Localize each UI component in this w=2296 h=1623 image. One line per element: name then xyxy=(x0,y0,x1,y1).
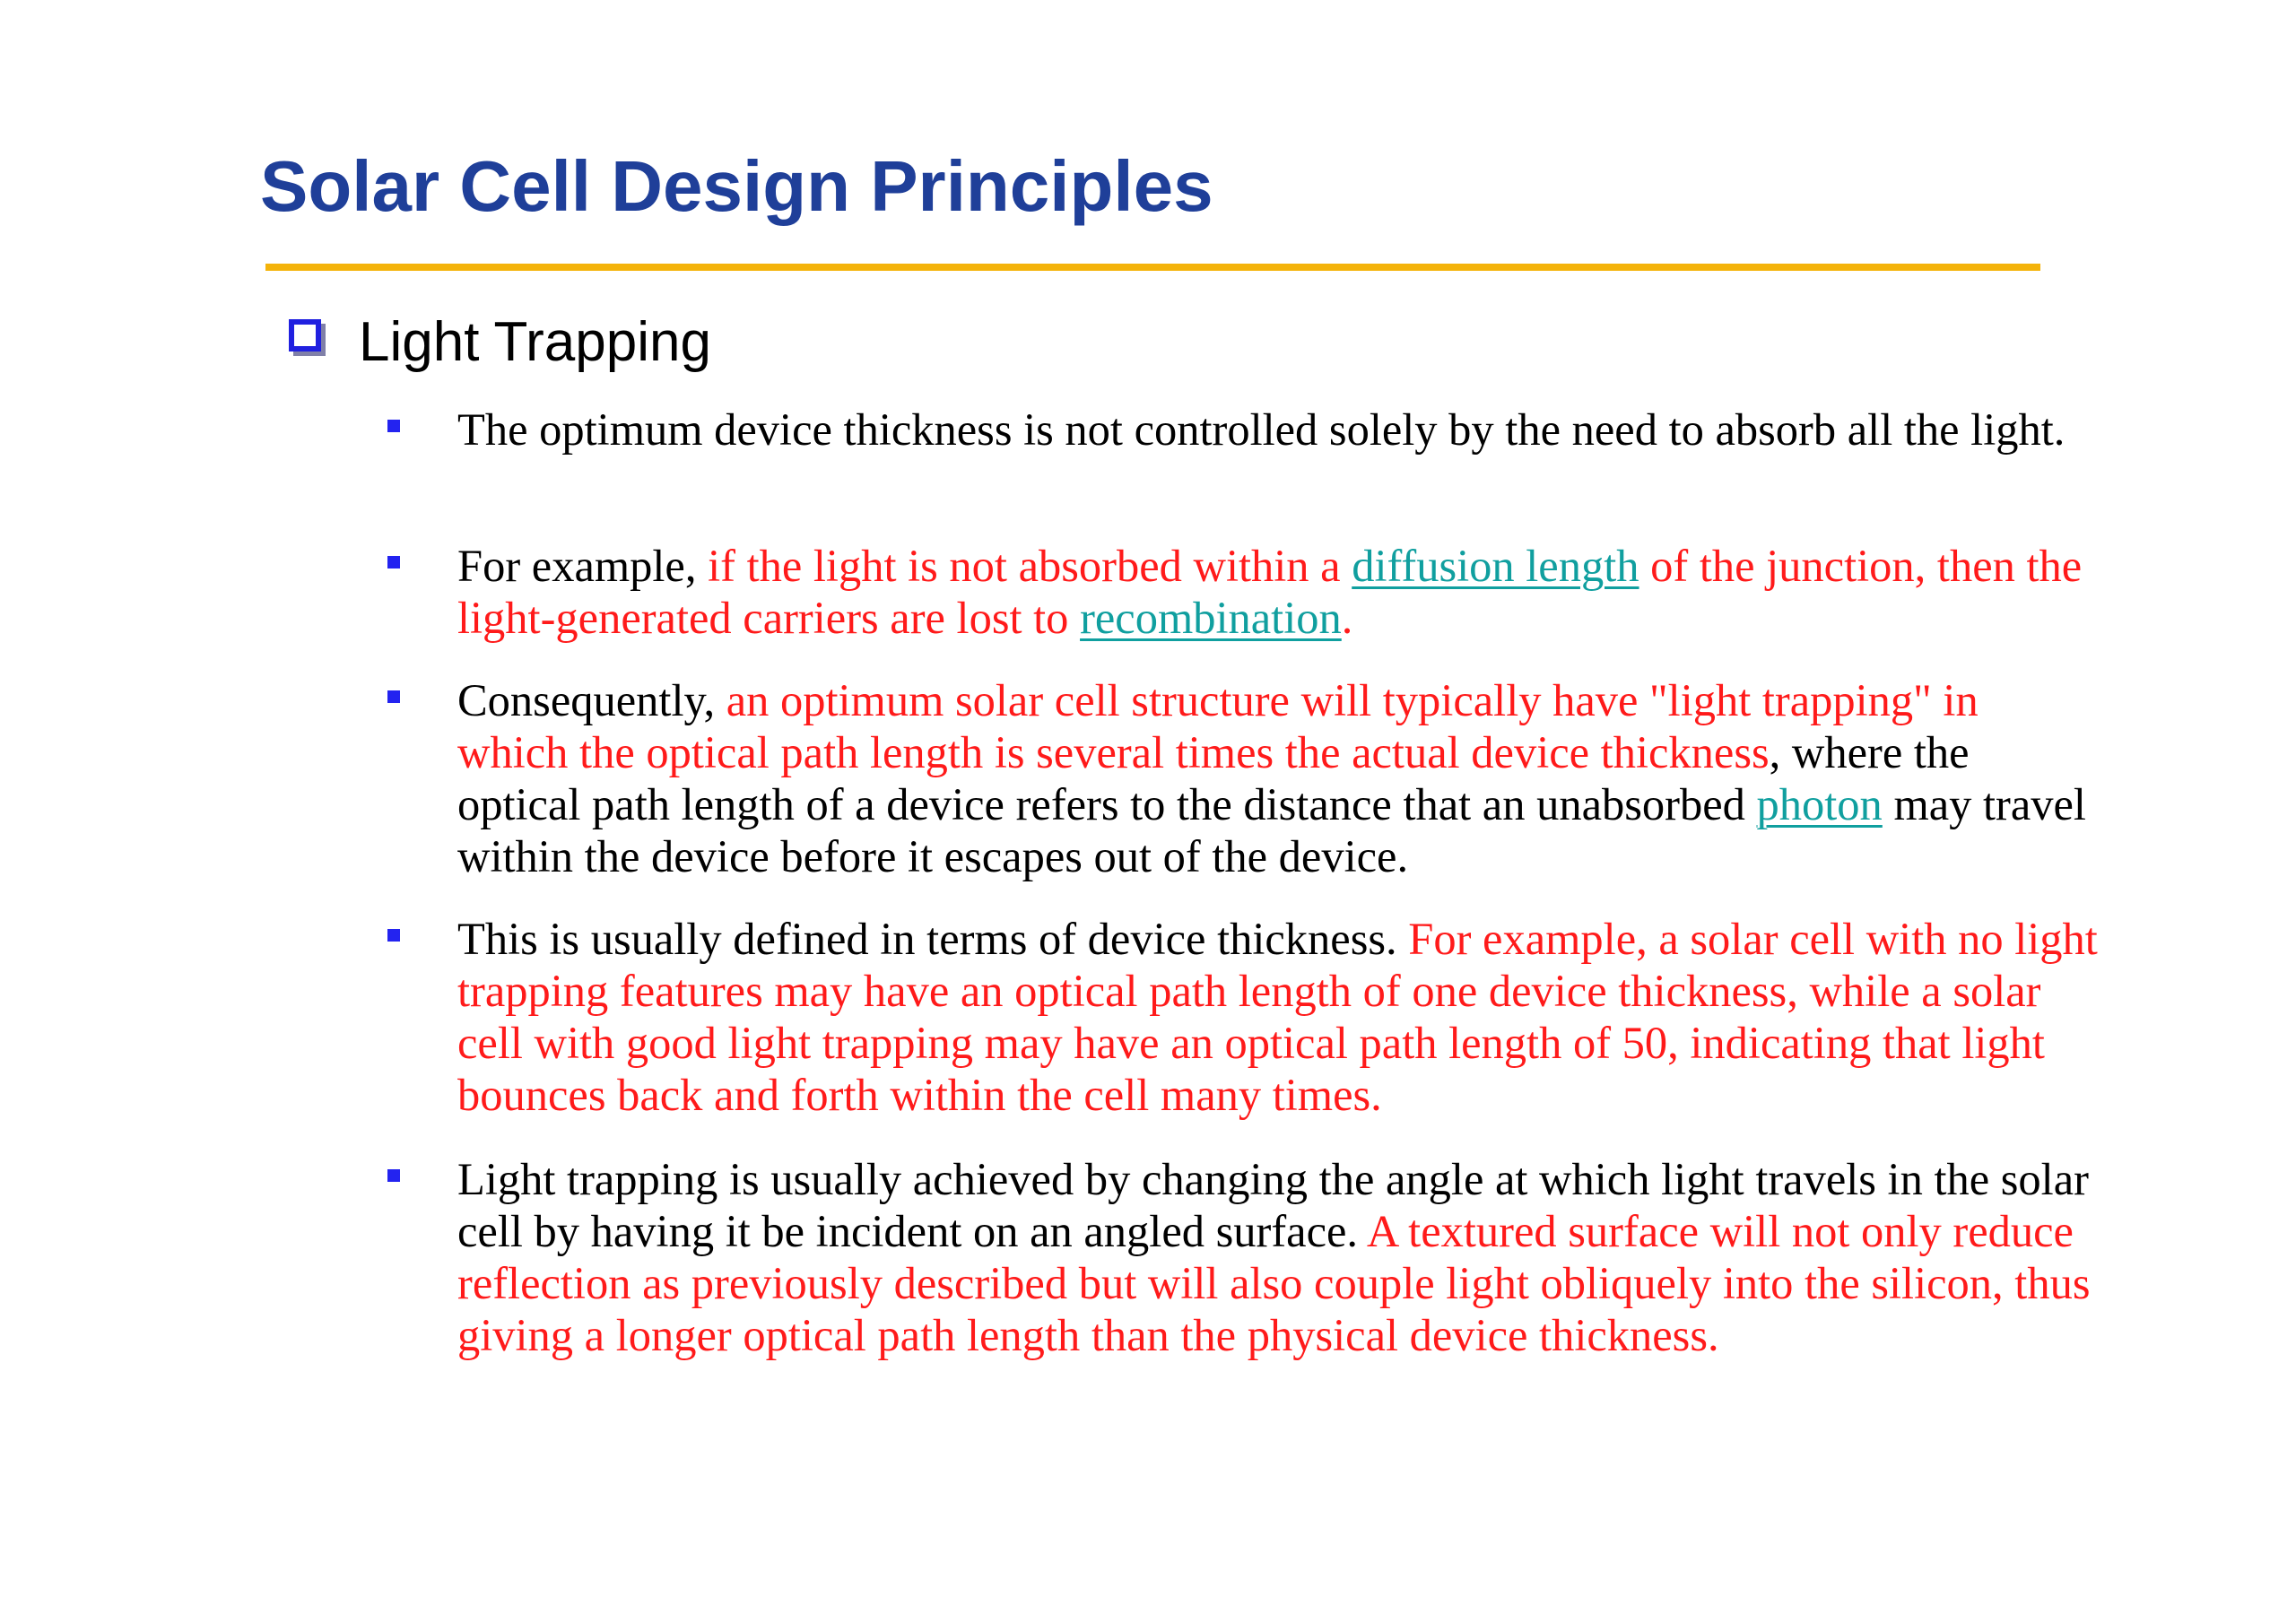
bullet-text-plain: may travel within the device before it escapes out of the device. xyxy=(457,779,2086,881)
section-heading: Light Trapping xyxy=(359,311,711,373)
bullet-text-plain: The optimum device thickness is not controlled solely by the need to absorb all the light. xyxy=(457,404,2066,455)
bullet-icon xyxy=(387,929,400,942)
bullet-text-plain: This is usually defined in terms of device thickness. xyxy=(457,914,1409,964)
checkbox-square-icon xyxy=(289,319,321,352)
photon-link[interactable]: photon xyxy=(1756,779,1883,829)
bullet-text-plain: For example, xyxy=(457,541,709,591)
bullet-text-2 xyxy=(457,540,2099,644)
bullet-icon xyxy=(387,690,400,703)
slide-title: Solar Cell Design Principles xyxy=(260,146,1213,226)
bullet-text-plain: Light trapping is usually achieved by changing the angle at which light travels in the solar cell by having it be incident on an angled surface. xyxy=(457,1154,2089,1256)
bullet-icon xyxy=(387,420,400,432)
bullet-text-emphasis: . xyxy=(1341,593,1353,643)
bullet-text-emphasis: if the light is not absorbed within a xyxy=(708,541,1352,591)
bullet-text-3 xyxy=(457,674,2099,882)
bullet-text-plain: , where the optical path length of a device refers to the distance that an unabsorbed xyxy=(457,727,1970,829)
diffusion-length-link[interactable]: diffusion length xyxy=(1352,541,1639,591)
title-underline-rule xyxy=(265,264,2040,271)
bullet-text-5 xyxy=(457,1153,2099,1361)
bullet-text-1 xyxy=(457,404,2099,456)
bullet-text-emphasis: A textured surface will not only reduce reflection as previously described but will also couple light obliquely into the silicon, thus giving a longer optical path length than the physical device thickness. xyxy=(457,1206,2091,1360)
bullet-icon xyxy=(387,1169,400,1182)
bullet-text-emphasis: For example, a solar cell with no light trapping features may have an optical path length of one device thickness, while a solar cell with good light trapping may have an optical path length of 50, indicating that light bounces back and forth within the cell many times. xyxy=(457,914,2098,1120)
bullet-text-emphasis: an optimum solar cell structure will typically have "light trapping" in which the optical path length is several times the actual device thickness xyxy=(457,675,1979,777)
recombination-link[interactable]: recombination xyxy=(1080,593,1342,643)
bullet-icon xyxy=(387,556,400,568)
bullet-text-4 xyxy=(457,913,2099,1121)
bullet-text-plain: Consequently, xyxy=(457,675,726,725)
bullet-text-emphasis: of the junction, then the light-generated carriers are lost to xyxy=(457,541,2083,643)
